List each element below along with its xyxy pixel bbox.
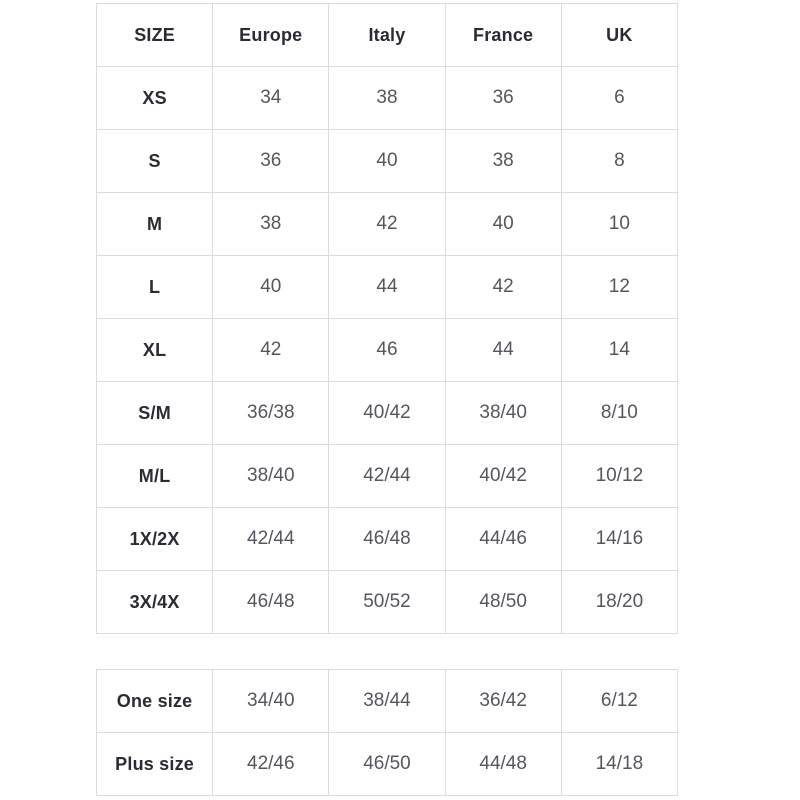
table-row-one-size: [97, 670, 678, 733]
table-row-plus-size: [97, 733, 678, 796]
size-chart-page: [96, 3, 678, 796]
table-row-xl: [97, 319, 678, 382]
cell-value: 10/12: [561, 445, 677, 508]
cell-value: 46/48: [213, 571, 329, 634]
header-row: [97, 4, 678, 67]
table-row-1x2x: [97, 508, 678, 571]
special-sizes-table: [96, 669, 678, 796]
row-label: One size: [97, 670, 213, 733]
row-label: 1X/2X: [97, 508, 213, 571]
cell-value: 40/42: [445, 445, 561, 508]
table-row-s: [97, 130, 678, 193]
row-label: M: [97, 193, 213, 256]
table-row-xs: [97, 67, 678, 130]
table-row-l: [97, 256, 678, 319]
cell-value: 40: [213, 256, 329, 319]
cell-value: 42: [213, 319, 329, 382]
row-label: Plus size: [97, 733, 213, 796]
column-header-france: France: [445, 4, 561, 67]
row-label: 3X/4X: [97, 571, 213, 634]
size-conversion-table: [96, 3, 678, 634]
table-row-sm: [97, 382, 678, 445]
cell-value: 14: [561, 319, 677, 382]
row-label: XS: [97, 67, 213, 130]
table-row-3x4x: [97, 571, 678, 634]
cell-value: 44: [445, 319, 561, 382]
cell-value: 36: [445, 67, 561, 130]
cell-value: 46: [329, 319, 445, 382]
cell-value: 42/46: [213, 733, 329, 796]
row-label: XL: [97, 319, 213, 382]
cell-value: 6/12: [561, 670, 677, 733]
cell-value: 14/16: [561, 508, 677, 571]
cell-value: 34/40: [213, 670, 329, 733]
cell-value: 48/50: [445, 571, 561, 634]
cell-value: 38: [213, 193, 329, 256]
cell-value: 34: [213, 67, 329, 130]
cell-value: 36/38: [213, 382, 329, 445]
cell-value: 44/46: [445, 508, 561, 571]
cell-value: 38: [445, 130, 561, 193]
cell-value: 6: [561, 67, 677, 130]
column-header-size: SIZE: [97, 4, 213, 67]
cell-value: 40/42: [329, 382, 445, 445]
cell-value: 8: [561, 130, 677, 193]
cell-value: 50/52: [329, 571, 445, 634]
cell-value: 18/20: [561, 571, 677, 634]
cell-value: 8/10: [561, 382, 677, 445]
cell-value: 36/42: [445, 670, 561, 733]
cell-value: 42/44: [329, 445, 445, 508]
cell-value: 38/40: [445, 382, 561, 445]
row-label: S/M: [97, 382, 213, 445]
cell-value: 38/40: [213, 445, 329, 508]
row-label: S: [97, 130, 213, 193]
cell-value: 36: [213, 130, 329, 193]
cell-value: 42: [445, 256, 561, 319]
row-label: M/L: [97, 445, 213, 508]
cell-value: 38: [329, 67, 445, 130]
cell-value: 44/48: [445, 733, 561, 796]
cell-value: 14/18: [561, 733, 677, 796]
table-row-ml: [97, 445, 678, 508]
cell-value: 42: [329, 193, 445, 256]
cell-value: 40: [445, 193, 561, 256]
cell-value: 42/44: [213, 508, 329, 571]
row-label: L: [97, 256, 213, 319]
column-header-europe: Europe: [213, 4, 329, 67]
cell-value: 40: [329, 130, 445, 193]
column-header-uk: UK: [561, 4, 677, 67]
cell-value: 10: [561, 193, 677, 256]
table-row-m: [97, 193, 678, 256]
cell-value: 12: [561, 256, 677, 319]
cell-value: 46/48: [329, 508, 445, 571]
column-header-italy: Italy: [329, 4, 445, 67]
cell-value: 46/50: [329, 733, 445, 796]
cell-value: 38/44: [329, 670, 445, 733]
cell-value: 44: [329, 256, 445, 319]
